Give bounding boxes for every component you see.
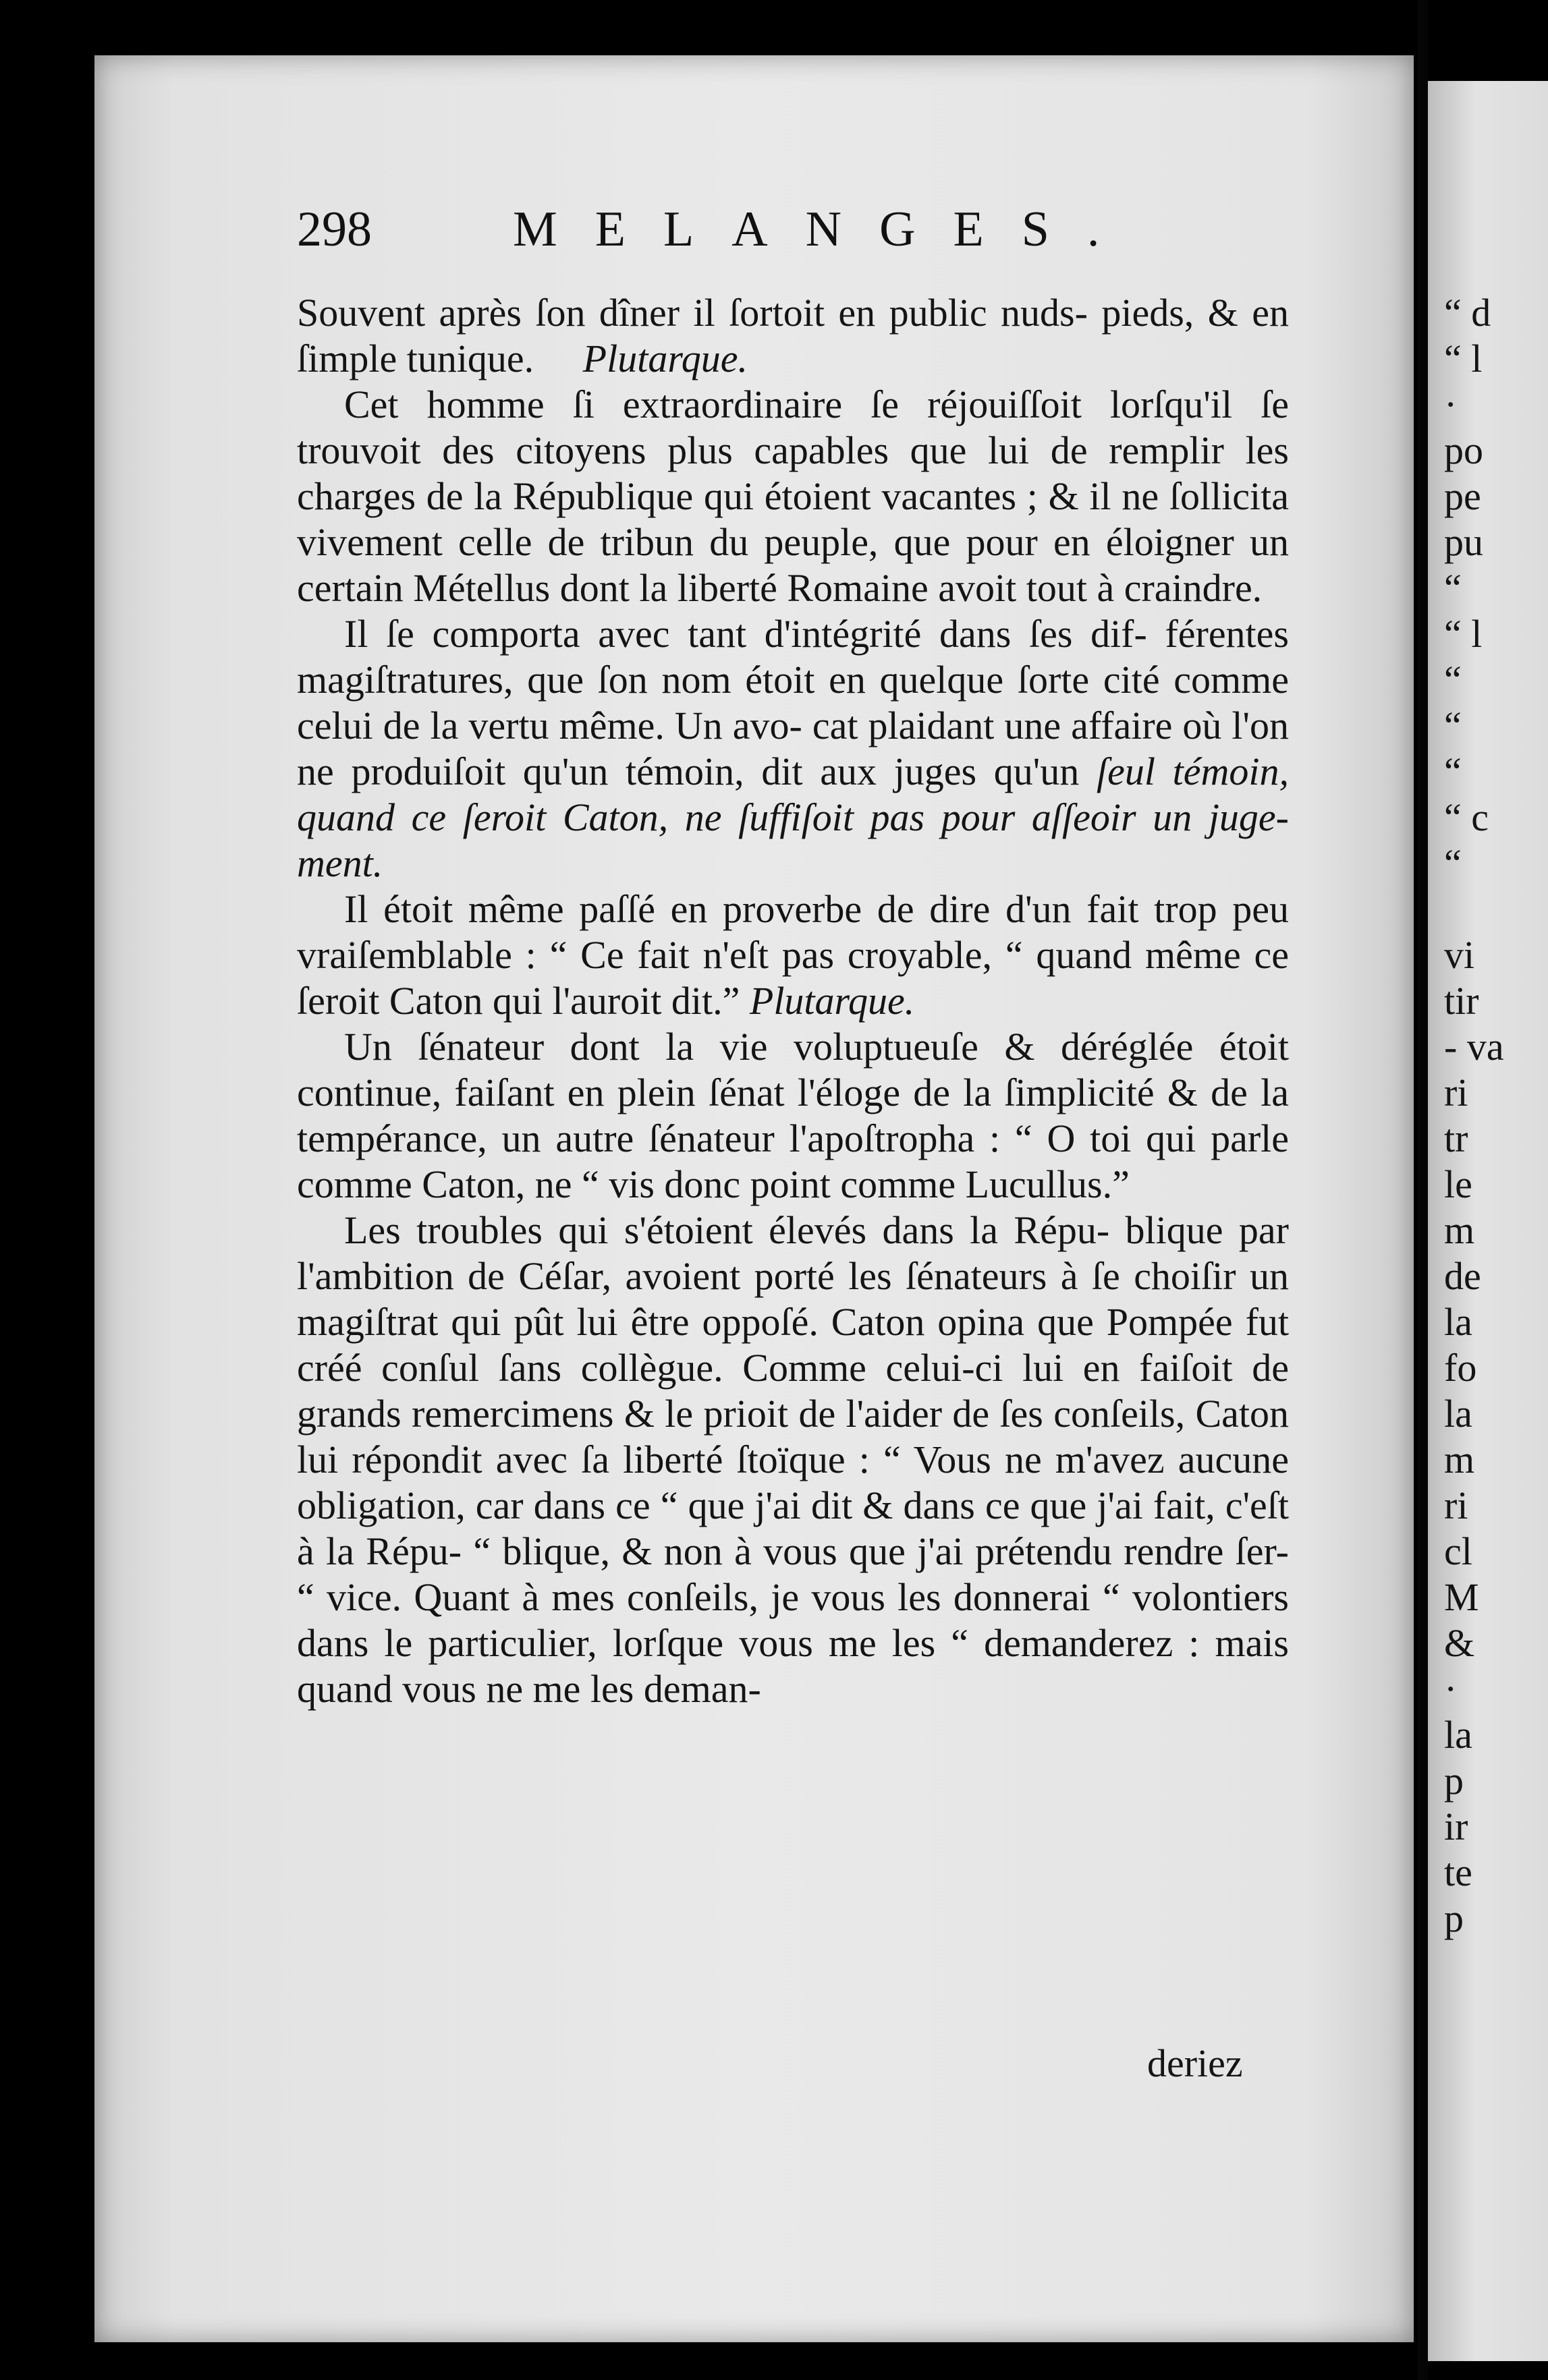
facing-page-line: la [1444,1392,1472,1436]
facing-page-line: po [1444,428,1483,472]
facing-page-line: la [1444,1300,1472,1344]
facing-page-line: fo [1444,1346,1477,1390]
line: remplir les charges de la République qui étoient [297,428,1289,518]
facing-page-line: “ l [1444,612,1483,656]
line: Cet homme ſi extraordinaire ſe réjouiſſoit lorſqu'il [344,382,1233,426]
paragraph-4 [297,886,1289,1024]
facing-page-line: te [1444,1850,1472,1894]
facing-page-line: la [1444,1713,1472,1757]
facing-page-line: pu [1444,520,1483,564]
facing-page-line: “ d [1444,291,1491,335]
facing-page-line: pe [1444,474,1481,518]
facing-page-line: tir [1444,979,1479,1023]
line: ſe trouvoit des citoyens plus capables que lui de [297,382,1289,472]
paragraph-text: Les troubles qui s'étoient élevés dans la Répu- blique par l'ambition de Céſar, avoient porté les ſénateurs à ſe choiſir un magiſtrat qui pût lui être oppoſé. Caton opina que Pompée fut créé conſul ſans collègue. Comme celui-ci lui en faiſoit de grands remercimens & le prioit de l'aider de ſes conſeils, Caton lui répondit avec ſa liberté ſtoïque : “ Vous ne m'avez aucune obligation, car dans ce “ que j'ai dit & dans ce que j'ai fait, c'eſt à la Répu- “ blique, & non à vous que j'ai prétendu rendre ſer- “ vice. Quant à mes conſeils, je vous les donnerai “ volontiers dans le particulier, lorſque vous me les “ demanderez : mais quand vous ne me les deman- [297,1208,1289,1711]
page-header [297,192,1188,266]
facing-page-line: tr [1444,1116,1468,1160]
facing-page-line [1444,886,1545,932]
facing-page-line: “ [1444,841,1462,885]
facing-page-line: “ [1444,749,1462,793]
facing-page-line: · [1444,382,1458,426]
line: vacantes ; & il ne ſollicita vivement celle de tribun [297,474,1290,564]
paragraph-5 [297,1024,1289,1208]
attribution: Plutarque. [749,979,915,1023]
facing-page-line: ri [1444,1483,1468,1527]
facing-page-fragments [1444,290,1545,1942]
facing-page-line: cl [1444,1529,1472,1573]
running-title: MELANGES. [513,202,1138,257]
italic-quote: ſeul témoin, quand ce ſeroit Caton, ne ſuffiſoit pas pour aſſeoir un juge- ment. [297,749,1289,885]
facing-page-line: m [1444,1438,1475,1481]
line: pieds, & en ſimple tunique. [297,291,1290,380]
facing-page-line: “ [1444,658,1462,702]
facing-page-line: p [1444,1896,1464,1940]
facing-page-line: “ c [1444,795,1489,839]
facing-page-line: M [1444,1575,1479,1619]
line: dont la liberté Romaine avoit tout à craindre. [559,566,1263,610]
page-gutter [1417,0,1428,2380]
line: Souvent après ſon dîner il ſortoit en public nuds- [297,291,1088,335]
paragraph-1 [297,290,1289,382]
paragraph-3 [297,611,1289,886]
paragraph-2 [297,382,1289,611]
line: du peuple, que pour en éloigner un certain Métellus [297,520,1290,610]
catch-word: deriez [1147,2041,1243,2085]
facing-page-line: “ [1444,566,1462,610]
paragraph-text: Un ſénateur dont la vie voluptueuſe & déréglée étoit continue, faiſant en plein ſénat l'éloge de la ſimplicité & de la tempérance, un autre ſénateur l'apoſtropha : “ O toi qui parle comme Caton, ne “ vis donc point comme Lucullus.” [297,1025,1289,1206]
facing-page-line: de [1444,1254,1481,1298]
paragraph-text: Il étoit même paſſé en proverbe de dire d'un fait trop peu vraiſemblable : “ Ce fait n'eſt pas croyable, “ quand même ce ſeroit Caton qui l'auroit dit.” [297,887,1289,1023]
facing-page-line: - va [1444,1025,1504,1069]
attribution: Plutarque. [582,337,748,380]
facing-page-line: m [1444,1208,1475,1252]
facing-page-line: & [1444,1621,1475,1665]
body-text [297,290,1289,1712]
facing-page-line: “ l [1444,337,1483,380]
paragraph-text: Il ſe comporta avec tant d'intégrité dans ſes dif- férentes magiſtratures, que ſon nom étoit en quelque ſorte cité comme celui de la vertu même. Un avo- cat plaidant une affaire où l'on ne produiſoit qu'un témoin, dit aux juges qu'un [297,612,1289,793]
facing-page-line: ir [1444,1805,1468,1848]
page-number: 298 [297,202,372,257]
facing-page-line: ri [1444,1071,1468,1114]
facing-page-line: vi [1444,933,1475,977]
paragraph-6 [297,1208,1289,1712]
facing-page-line: le [1444,1162,1472,1206]
facing-page-line: p [1444,1759,1464,1803]
facing-page-line: “ [1444,704,1462,747]
facing-page-line: · [1444,1667,1458,1711]
